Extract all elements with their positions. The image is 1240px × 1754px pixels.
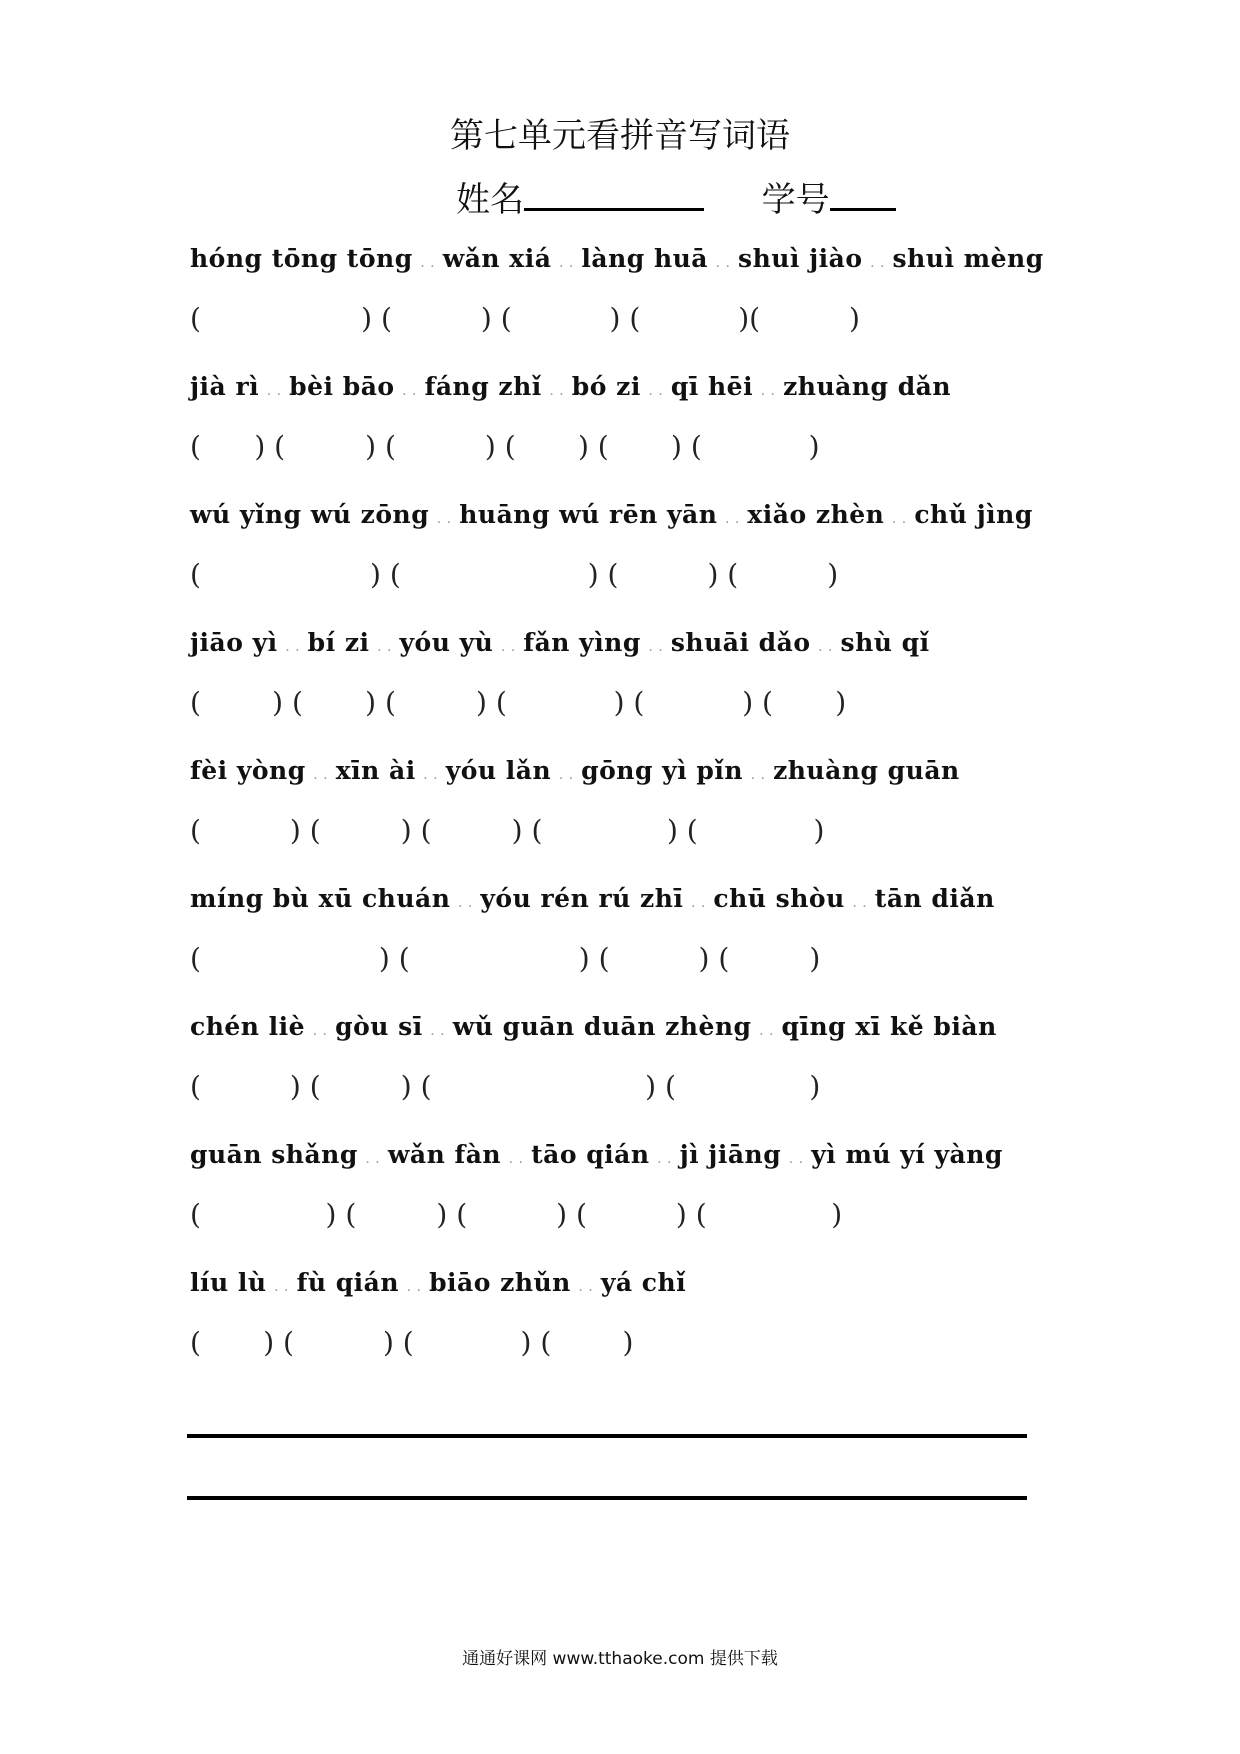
answer-brackets-row[interactable]: ( ) ( ) ( ) ( ) ( ) ( ) bbox=[190, 430, 820, 463]
word-separator: . . bbox=[420, 255, 436, 271]
pinyin-word: chén liè bbox=[190, 1012, 306, 1041]
answer-brackets-row[interactable]: ( ) ( ) ( ) ( ) ( ) ( ) bbox=[190, 686, 847, 719]
word-separator: . . bbox=[818, 639, 833, 655]
pinyin-word: chū shòu bbox=[713, 884, 845, 913]
pinyin-word: bèi bāo bbox=[289, 372, 395, 401]
pinyin-word: xīn ài bbox=[335, 756, 416, 785]
pinyin-word: shuì mèng bbox=[892, 244, 1044, 273]
pinyin-row bbox=[190, 884, 995, 913]
pinyin-word: wǎn xiá bbox=[442, 244, 552, 273]
pinyin-word: shuì jiào bbox=[738, 244, 863, 273]
pinyin-word: yóu yù bbox=[399, 628, 494, 657]
pinyin-word: fù qián bbox=[296, 1268, 400, 1297]
pinyin-word: wǔ guān duān zhèng bbox=[452, 1012, 752, 1041]
pinyin-word: wǎn fàn bbox=[387, 1140, 502, 1169]
word-separator: . . bbox=[724, 511, 740, 527]
pinyin-word: gōng yì pǐn bbox=[581, 756, 744, 785]
word-separator: . . bbox=[870, 255, 885, 271]
name-blank[interactable] bbox=[524, 178, 704, 211]
pinyin-word: làng huā bbox=[581, 244, 708, 273]
pinyin-word: bí zi bbox=[307, 628, 370, 657]
word-separator: . . bbox=[457, 895, 473, 911]
word-separator: . . bbox=[285, 639, 301, 655]
pinyin-word: zhuàng dǎn bbox=[783, 372, 952, 401]
pinyin-row bbox=[190, 628, 930, 657]
word-separator: . . bbox=[402, 383, 417, 399]
answer-brackets-row[interactable]: ( ) ( ) ( ) ( ) bbox=[190, 1326, 634, 1359]
pinyin-word: xiǎo zhèn bbox=[747, 500, 885, 529]
pinyin-word: wú yǐng wú zōng bbox=[190, 500, 430, 529]
pinyin-word: tān diǎn bbox=[874, 884, 995, 913]
pinyin-word: gòu sī bbox=[335, 1012, 423, 1041]
word-separator: . . bbox=[759, 1023, 774, 1039]
pinyin-word: fèi yòng bbox=[190, 756, 306, 785]
answer-brackets-row[interactable]: ( ) ( ) ( ) ( ) bbox=[190, 942, 821, 975]
pinyin-word: shuāi dǎo bbox=[670, 628, 811, 657]
word-separator: . . bbox=[549, 383, 565, 399]
word-separator: . . bbox=[760, 383, 776, 399]
word-separator: . . bbox=[648, 639, 664, 655]
pinyin-word: biāo zhǔn bbox=[429, 1268, 571, 1297]
pinyin-row bbox=[190, 1140, 1003, 1169]
word-separator: . . bbox=[508, 1151, 524, 1167]
pinyin-row bbox=[190, 1268, 686, 1297]
pinyin-word: huāng wú rēn yān bbox=[459, 500, 718, 529]
word-separator: . . bbox=[274, 1279, 289, 1295]
student-id-blank[interactable] bbox=[830, 178, 896, 211]
pinyin-word: chǔ jìng bbox=[914, 500, 1033, 529]
pinyin-word: míng bù xū chuán bbox=[190, 884, 451, 913]
pinyin-row bbox=[190, 500, 1033, 529]
word-separator: . . bbox=[436, 511, 452, 527]
word-separator: . . bbox=[377, 639, 392, 655]
word-separator: . . bbox=[313, 767, 329, 783]
word-separator: . . bbox=[690, 895, 706, 911]
student-id-label: 学号 bbox=[761, 180, 830, 220]
pinyin-row bbox=[190, 244, 1044, 273]
word-separator: . . bbox=[430, 1023, 446, 1039]
pinyin-row bbox=[190, 756, 960, 785]
word-separator: . . bbox=[558, 767, 574, 783]
pinyin-word: jià rì bbox=[190, 372, 260, 401]
footer-credit: 通通好课网 www.tthaoke.com 提供下载 bbox=[462, 1649, 778, 1669]
word-separator: . . bbox=[852, 895, 868, 911]
pinyin-row bbox=[190, 372, 951, 401]
answer-brackets-row[interactable]: ( ) ( ) ( ) ( ) ( ) bbox=[190, 814, 825, 847]
word-separator: . . bbox=[312, 1023, 328, 1039]
word-separator: . . bbox=[266, 383, 282, 399]
word-separator: . . bbox=[558, 255, 574, 271]
word-separator: . . bbox=[578, 1279, 594, 1295]
pinyin-word: zhuàng guān bbox=[773, 756, 960, 785]
word-separator: . . bbox=[365, 1151, 381, 1167]
word-separator: . . bbox=[788, 1151, 804, 1167]
word-separator: . . bbox=[657, 1151, 672, 1167]
pinyin-word: bó zi bbox=[571, 372, 641, 401]
word-separator: . . bbox=[500, 639, 516, 655]
pinyin-word: jiāo yì bbox=[190, 628, 278, 657]
answer-brackets-row[interactable]: ( ) ( ) ( ) ( ) ( ) bbox=[190, 1198, 843, 1231]
word-separator: . . bbox=[648, 383, 664, 399]
pinyin-word: tāo qián bbox=[531, 1140, 650, 1169]
student-info-row bbox=[456, 172, 896, 221]
word-separator: . . bbox=[750, 767, 766, 783]
pinyin-word: fǎn yìng bbox=[523, 628, 641, 657]
word-separator: . . bbox=[715, 255, 731, 271]
name-label: 姓名 bbox=[456, 180, 524, 220]
word-separator: . . bbox=[891, 511, 907, 527]
answer-brackets-row[interactable]: ( ) ( ) ( ) ( ) bbox=[190, 558, 839, 591]
pinyin-word: hóng tōng tōng bbox=[190, 244, 413, 273]
word-separator: . . bbox=[423, 767, 439, 783]
pinyin-word: yóu lǎn bbox=[445, 756, 552, 785]
pinyin-word: jì jiāng bbox=[679, 1140, 782, 1169]
pinyin-word: qīng xī kě biàn bbox=[781, 1012, 997, 1041]
pinyin-word: shù qǐ bbox=[840, 628, 930, 657]
page-title: 第七单元看拼音写词语 bbox=[450, 116, 790, 156]
pinyin-word: guān shǎng bbox=[190, 1140, 358, 1169]
answer-brackets-row[interactable]: ( ) ( ) ( ) ( )( ) bbox=[190, 302, 860, 335]
pinyin-word: líu lù bbox=[190, 1268, 267, 1297]
answer-line-2[interactable] bbox=[187, 1496, 1027, 1500]
pinyin-row bbox=[190, 1012, 997, 1041]
pinyin-word: yóu rén rú zhī bbox=[480, 884, 684, 913]
answer-line-1[interactable] bbox=[187, 1434, 1027, 1438]
answer-brackets-row[interactable]: ( ) ( ) ( ) ( ) bbox=[190, 1070, 821, 1103]
pinyin-word: yì mú yí yàng bbox=[811, 1140, 1003, 1169]
word-separator: . . bbox=[406, 1279, 422, 1295]
pinyin-word: qī hēi bbox=[670, 372, 754, 401]
pinyin-word: yá chǐ bbox=[600, 1268, 687, 1297]
pinyin-word: fáng zhǐ bbox=[424, 372, 542, 401]
